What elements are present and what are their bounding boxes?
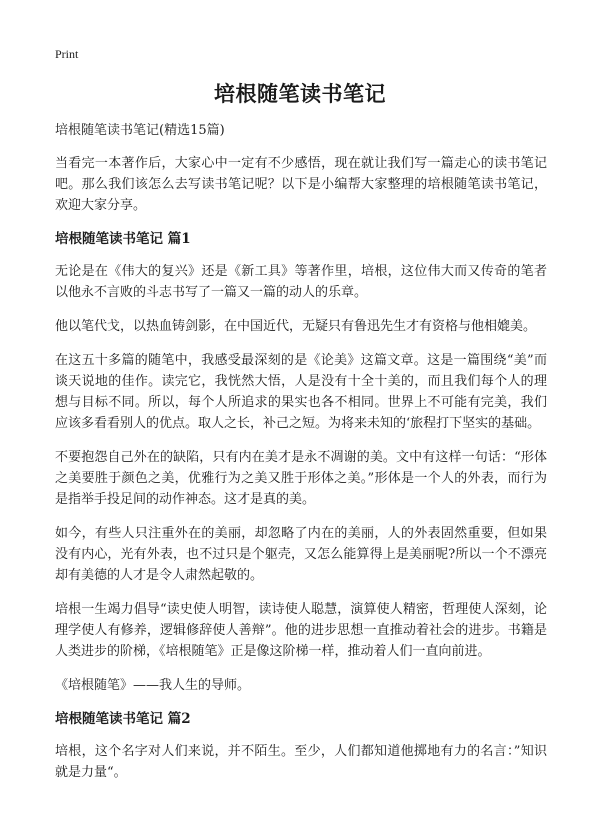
- section-1-paragraph-1: 无论是在《伟大的复兴》还是《新工具》等著作里，培根，这位伟大而又传奇的笔者以他永不言败的斗志书写了一篇又一篇的动人的乐章。: [55, 264, 547, 300]
- document-title: 培根随笔读书笔记: [214, 81, 386, 106]
- section-1-paragraph-5: 如今，有些人只注重外在的美丽，却忽略了内在的美丽，人的外表固然重要，但如果没有内心，光有外表，也不过只是个躯壳，又怎么能算得上是美丽呢?所以一个不漂亮却有美德的人才是令人肃然起敬的。: [55, 526, 547, 583]
- section-1-paragraph-4: 不要抱怨自己外在的缺陷，只有内在美才是永不凋谢的美。文中有这样一句话：“形体之美要胜于颜色之美，优雅行为之美又胜于形体之美。”形体是一个人的外表，而行为是指举手投足间的动作神态。这才是真的美。: [55, 450, 547, 507]
- document-body: [55, 120, 547, 796]
- section-1-paragraph-7: 《培根随笔》——我人生的导师。: [55, 678, 251, 693]
- section-1-paragraph-3: 在这五十多篇的随笔中，我感受最深刻的是《论美》这篇文章。这是一篇围绕“美”而谈天说地的佳作。读完它，我恍然大悟，人是没有十全十美的，而且我们每个人的理想与目标不同。所以，每个人所追求的果实也各不相同。世界上不可能有完美，我们应该多看看别人的优点。取人之长，补己之短。为将来未知的‘旅程打下坚实的基础。: [55, 353, 547, 431]
- document-subtitle: 培根随笔读书笔记(精选15篇): [55, 123, 225, 138]
- section-1-paragraph-2: 他以笔代戈，以热血铸剑影，在中国近代，无疑只有鲁迅先生才有资格与他相媲美。: [55, 319, 537, 334]
- section-heading-1: 培根随笔读书笔记 篇1: [55, 231, 191, 247]
- section-2-paragraph-1: 培根，这个名字对人们来说，并不陌生。至少，人们都知道他掷地有力的名言：”知识就是力量“。: [55, 744, 547, 780]
- section-heading-2: 培根随笔读书笔记 篇2: [55, 711, 191, 727]
- intro-paragraph: 当看完一本著作后，大家心中一定有不少感悟，现在就让我们写一篇走心的读书笔记吧。那么我们该怎么去写读书笔记呢？以下是小编帮大家整理的培根随笔读书笔记，欢迎大家分享。: [55, 156, 547, 213]
- print-link[interactable]: Print: [55, 47, 79, 61]
- section-1-paragraph-6: 培根一生竭力倡导“读史使人明智，读诗使人聪慧，演算使人精密，哲理使人深刻，论理学使人有修养，逻辑修辞使人善辩”。他的进步思想一直推动着社会的进步。书籍是人类进步的阶梯，《培根随笔》正是像这阶梯一样，推动着人们一直向前进。: [55, 602, 547, 659]
